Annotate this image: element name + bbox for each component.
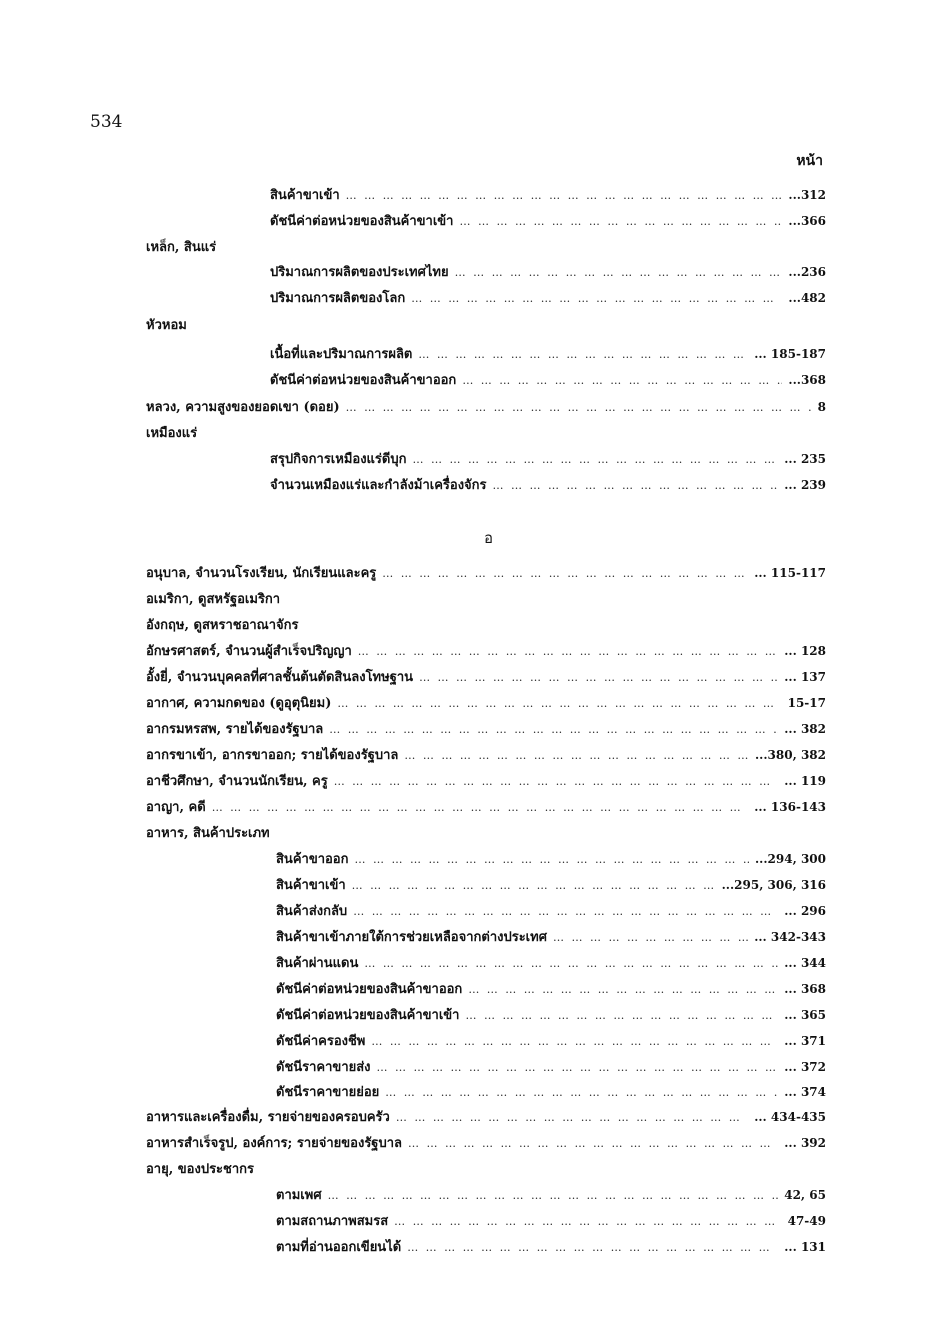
index-entry — [146, 744, 826, 764]
entry-page: ... 342-343 — [754, 930, 826, 944]
index-heading: อังกฤษ, ดูสหราชอาณาจักร — [146, 618, 299, 633]
entry-label: อั้งยี่, จำนวนบุคคลที่ศาลชั้นต้นตัดสินลงโทษฐาน — [146, 670, 414, 685]
entry-label: อากรมหรสพ, รายได้ของรัฐบาล — [146, 722, 324, 737]
entry-label: สินค้าผ่านแดน — [276, 956, 359, 971]
leader-dots — [394, 1215, 781, 1228]
entry-page: 42, 65 — [784, 1188, 826, 1202]
index-entry — [270, 210, 826, 230]
index-entry — [270, 343, 826, 363]
entry-label: จำนวนเหมืองแร่และกำลังม้าเครื่องจักร — [270, 478, 487, 493]
entry-page: ... 115-117 — [754, 566, 826, 580]
entry-label: อาหารสำเร็จรูป, องค์การ; รายจ่ายของรัฐบาล — [146, 1136, 403, 1151]
leader-dots — [455, 266, 783, 279]
leader-dots — [352, 879, 716, 892]
entry-page: ... 374 — [784, 1085, 826, 1099]
entry-page: ... 344 — [784, 956, 826, 970]
index-entry — [270, 261, 826, 281]
index-entry — [146, 770, 826, 790]
leader-dots — [371, 1035, 778, 1048]
index-entry — [146, 796, 826, 816]
entry-page: ...482 — [788, 291, 826, 305]
entry-label: ดัชนีราคาขายย่อย — [276, 1085, 380, 1100]
entry-label: สินค้าส่งกลับ — [276, 904, 348, 919]
index-heading: อาหาร, สินค้าประเภท — [146, 826, 270, 841]
index-entry — [276, 1210, 826, 1230]
leader-dots — [407, 1241, 778, 1254]
entry-label: ดัชนีค่าต่อหน่วยของสินค้าขาออก — [276, 982, 463, 997]
entry-label: อาชีวศึกษา, จำนวนนักเรียน, ครู — [146, 774, 328, 789]
entry-page: ... 365 — [784, 1008, 826, 1022]
leader-dots — [328, 1189, 779, 1202]
entry-label: หลวง, ความสูงของยอดเขา (ดอย) — [146, 400, 340, 415]
index-entry — [146, 692, 826, 712]
leader-dots — [459, 215, 782, 228]
index-entry — [276, 1236, 826, 1256]
entry-label: อาญา, คดี — [146, 800, 206, 815]
index-entry — [276, 1184, 826, 1204]
entry-page: ... 131 — [784, 1240, 826, 1254]
entry-page: ...380, 382 — [755, 748, 826, 762]
entry-page: ... 368 — [784, 982, 826, 996]
index-heading: เหล็ก, สินแร่ — [146, 240, 217, 255]
leader-dots — [355, 853, 750, 866]
index-entry — [146, 1106, 826, 1126]
entry-page: ... 136-143 — [754, 800, 826, 814]
entry-page: ...368 — [788, 373, 826, 387]
entry-label: ดัชนีค่าต่อหน่วยของสินค้าขาเข้า — [276, 1008, 460, 1023]
leader-dots — [411, 292, 782, 305]
index-heading: หัวหอม — [146, 318, 187, 333]
entry-page: ... 235 — [784, 452, 826, 466]
index-entry — [270, 184, 826, 204]
index-entry — [276, 1004, 826, 1024]
index-entry — [276, 848, 826, 868]
leader-dots — [337, 697, 781, 710]
entry-label: สินค้าขาเข้า — [270, 188, 340, 203]
entry-label: สรุปกิจการเหมืองแร่ดีบุก — [270, 452, 407, 467]
entry-label: อาหารและเครื่องดื่ม, รายจ่ายของครอบครัว — [146, 1110, 390, 1125]
leader-dots — [364, 957, 778, 970]
leader-dots — [396, 1111, 748, 1124]
entry-page: ...295, 306, 316 — [721, 878, 826, 892]
leader-dots — [212, 801, 749, 814]
entry-label: อนุบาล, จำนวนโรงเรียน, นักเรียนและครู — [146, 566, 377, 581]
entry-page: ...294, 300 — [755, 852, 826, 866]
leader-dots — [418, 348, 748, 361]
entry-page: ... 119 — [784, 774, 826, 788]
page-number: 534 — [90, 112, 123, 132]
entry-page: 8 — [817, 400, 826, 414]
entry-page: ... 434-435 — [754, 1110, 826, 1124]
leader-dots — [493, 479, 779, 492]
leader-dots — [468, 983, 778, 996]
index-entry — [270, 474, 826, 494]
index-entry — [146, 1132, 826, 1152]
index-entry — [276, 1030, 826, 1050]
index-entry — [276, 926, 826, 946]
entry-label: ตามสถานภาพสมรส — [276, 1214, 389, 1229]
index-entry — [270, 369, 826, 389]
entry-label: ดัชนีราคาขายส่ง — [276, 1060, 371, 1075]
entry-page: ... 372 — [784, 1060, 826, 1074]
leader-dots — [465, 1009, 778, 1022]
entry-page: ... 371 — [784, 1034, 826, 1048]
leader-dots — [377, 1061, 779, 1074]
leader-dots — [346, 189, 783, 202]
leader-dots — [353, 905, 778, 918]
index-entry — [276, 952, 826, 972]
index-entry — [276, 978, 826, 998]
page-column-header: หน้า — [796, 153, 823, 169]
leader-dots — [382, 567, 748, 580]
entry-label: ตามเพศ — [276, 1188, 322, 1203]
entry-page: ... 128 — [784, 644, 826, 658]
leader-dots — [329, 723, 778, 736]
leader-dots — [419, 671, 778, 684]
entry-page: ... 185-187 — [754, 347, 826, 361]
entry-label: สินค้าขาออก — [276, 852, 349, 867]
leader-dots — [404, 749, 749, 762]
entry-label: เนื้อที่และปริมาณการผลิต — [270, 347, 413, 362]
entry-label: อากาศ, ความกดของ (ดูอุตุนิยม) — [146, 696, 332, 711]
entry-page: ...312 — [788, 188, 826, 202]
leader-dots — [408, 1137, 778, 1150]
entry-label: ดัชนีค่าครองชีพ — [276, 1034, 366, 1049]
leader-dots — [358, 645, 778, 658]
entry-page: ...236 — [788, 265, 826, 279]
entry-label: สินค้าขาเข้าภายใต้การช่วยเหลือจากต่างประเทศ — [276, 930, 547, 945]
index-entry — [146, 562, 826, 582]
index-entry — [146, 640, 826, 660]
entry-label: ปริมาณการผลิตของประเทศไทย — [270, 265, 449, 280]
leader-dots — [385, 1086, 778, 1099]
index-entry — [276, 1081, 826, 1101]
index-entry — [146, 396, 826, 416]
index-entry — [270, 448, 826, 468]
index-heading: เหมืองแร่ — [146, 426, 198, 441]
entry-page: ... 296 — [784, 904, 826, 918]
index-heading: อายุ, ของประชากร — [146, 1162, 255, 1177]
entry-label: อากรขาเข้า, อากรขาออก; รายได้ของรัฐบาล — [146, 748, 399, 763]
entry-page: 47-49 — [787, 1214, 826, 1228]
index-entry — [146, 666, 826, 686]
entry-label: ปริมาณการผลิตของโลก — [270, 291, 406, 306]
entry-page: ... 239 — [784, 478, 826, 492]
entry-label: สินค้าขาเข้า — [276, 878, 346, 893]
leader-dots — [462, 374, 782, 387]
leader-dots — [334, 775, 779, 788]
index-entry — [270, 287, 826, 307]
leader-dots — [412, 453, 778, 466]
entry-page: ... 392 — [784, 1136, 826, 1150]
index-entry — [146, 718, 826, 738]
entry-label: ตามที่อ่านออกเขียนได้ — [276, 1240, 402, 1255]
entry-label: ดัชนีค่าต่อหน่วยของสินค้าขาออก — [270, 373, 457, 388]
entry-label: อักษรศาสตร์, จำนวนผู้สำเร็จปริญญา — [146, 644, 352, 659]
entry-page: 15-17 — [787, 696, 826, 710]
index-entry — [276, 874, 826, 894]
entry-page: ... 382 — [784, 722, 826, 736]
index-entry — [276, 900, 826, 920]
leader-dots — [346, 401, 812, 414]
section-letter: อ — [484, 529, 494, 547]
entry-label: ดัชนีค่าต่อหน่วยของสินค้าขาเข้า — [270, 214, 454, 229]
index-entry — [276, 1056, 826, 1076]
index-heading: อเมริกา, ดูสหรัฐอเมริกา — [146, 592, 281, 607]
entry-page: ...366 — [788, 214, 826, 228]
leader-dots — [553, 931, 748, 944]
entry-page: ... 137 — [784, 670, 826, 684]
